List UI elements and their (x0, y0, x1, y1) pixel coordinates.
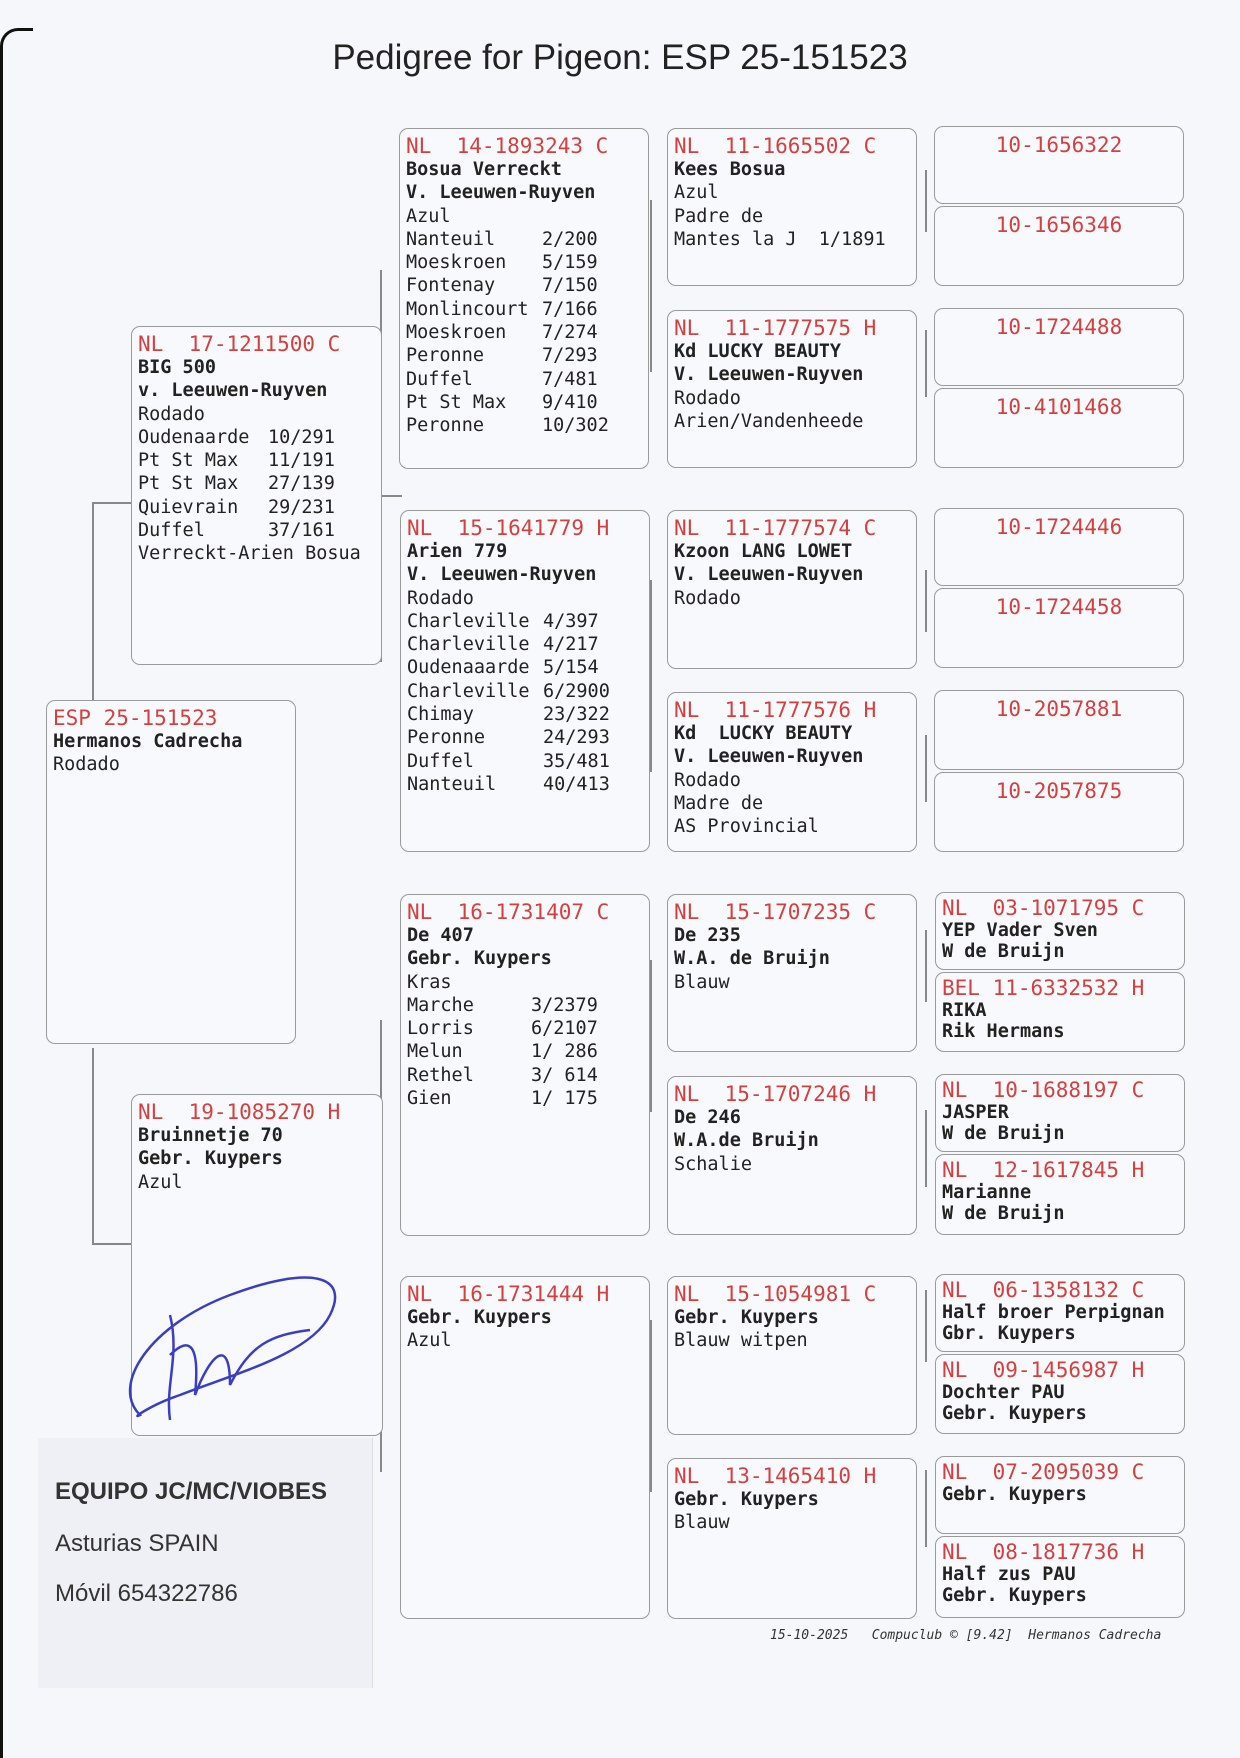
text-line: Arien/Vandenheede (674, 410, 864, 432)
result-row: Nanteuil 2/200 (406, 228, 598, 250)
ring-number: NL 09-1456987 H (942, 1358, 1145, 1382)
result-row: Peronne 7/293 (406, 345, 598, 367)
name: Bruinnetje 70 (138, 1125, 283, 1146)
text-line: AS Provincial (674, 816, 819, 838)
gen4-card[interactable] (934, 126, 1184, 204)
result-row: Lorris 6/2107 (407, 1018, 598, 1040)
result-row: Gien 1/ 175 (407, 1088, 598, 1110)
father-mother-card[interactable] (400, 510, 650, 852)
result-row: Duffel 37/161 (138, 520, 335, 542)
mother-mother-card[interactable] (400, 1276, 650, 1619)
ring-number: NL 12-1617845 H (942, 1158, 1145, 1182)
ring-number: 10-1656322 (995, 133, 1123, 157)
text-line: Blauw (674, 971, 730, 993)
text-line: Half broer Perpignan (942, 1302, 1165, 1323)
result-row: Oudenaarde 10/291 (138, 426, 335, 448)
note: Verreckt-Arien Bosua (138, 543, 361, 565)
gen3-card[interactable] (667, 128, 917, 286)
text-line: Dochter PAU (942, 1382, 1065, 1403)
text-line: W.A.de Bruijn (674, 1130, 819, 1152)
gen3-card[interactable] (667, 1076, 917, 1235)
result-row: Charleville 4/397 (407, 610, 599, 632)
text-line: W de Bruijn (942, 941, 1065, 962)
gen3-card[interactable] (667, 510, 917, 669)
gen4-card[interactable] (935, 1354, 1185, 1434)
result-row: Moeskroen 5/159 (406, 252, 598, 274)
owner-stamp (38, 1438, 373, 1688)
ring-number: 10-1724446 (995, 515, 1123, 539)
text-line: Gebr. Kuypers (942, 1484, 1087, 1505)
text-line: Kd LUCKY BEAUTY (674, 723, 853, 744)
gen3-card[interactable] (667, 310, 917, 468)
color: Azul (406, 205, 451, 227)
ring-number: NL 14-1893243 C (406, 134, 609, 158)
color: Rodado (138, 403, 205, 425)
ring-number: NL 11-1777574 C (674, 516, 877, 540)
ring-number: NL 06-1358132 C (942, 1278, 1145, 1302)
color: Azul (407, 1330, 452, 1352)
result-row: Melun 1/ 286 (407, 1041, 598, 1063)
owner: Hermanos Cadrecha (53, 731, 243, 752)
ring-number: NL 08-1817736 H (942, 1540, 1145, 1564)
subject-card[interactable] (46, 700, 296, 1044)
result-row: Pt St Max 27/139 (138, 473, 335, 495)
result-row: Fontenay 7/150 (406, 275, 598, 297)
text-line: De 246 (674, 1107, 741, 1128)
result-row: Peronne 10/302 (406, 415, 609, 437)
gen4-card[interactable] (935, 892, 1185, 970)
text-line: W de Bruijn (942, 1123, 1065, 1144)
gen4-card[interactable] (935, 1074, 1185, 1152)
text-line: V. Leeuwen-Ruyven (674, 746, 864, 768)
breeder: Gebr. Kuypers (407, 1307, 552, 1328)
ring-number: 10-1724458 (995, 595, 1123, 619)
ring-number: 10-2057881 (995, 697, 1123, 721)
ring-number: BEL 11-6332532 H (942, 976, 1145, 1000)
text-line: Kees Bosua (674, 159, 786, 180)
footer-credit: 15-10-2025 Compuclub © [9.42] Hermanos Cadrecha (770, 1628, 1162, 1643)
ring-number: NL 17-1211500 C (138, 332, 341, 356)
text-line: Schalie (674, 1153, 752, 1175)
breeder: V. Leeuwen-Ruyven (406, 182, 596, 204)
result-row: Monlincourt 7/166 (406, 298, 598, 320)
stamp-phone: Móvil 654322786 (55, 1580, 238, 1607)
ring-number: NL 11-1777575 H (674, 316, 877, 340)
text-line: Rik Hermans (942, 1021, 1065, 1042)
text-line: Gebr. Kuypers (942, 1585, 1087, 1606)
ring-number: ESP 25-151523 (53, 706, 218, 730)
color: Rodado (53, 754, 120, 776)
ring-number: NL 15-1707235 C (674, 900, 877, 924)
result-row: Moeskroen 7/274 (406, 322, 598, 344)
text-line: Mantes la J 1/1891 (674, 228, 886, 250)
text-line: Gebr. Kuypers (674, 1307, 819, 1328)
ring-number: 10-2057875 (995, 779, 1123, 803)
name: Bosua Verreckt (406, 159, 562, 180)
gen3-card[interactable] (667, 894, 917, 1052)
breeder: v. Leeuwen-Ruyven (138, 380, 328, 402)
result-row: Rethel 3/ 614 (407, 1064, 598, 1086)
gen4-card[interactable] (934, 508, 1184, 586)
result-row: Peronne 24/293 (407, 727, 610, 749)
gen4-card[interactable] (935, 1154, 1185, 1235)
page-title: Pedigree for Pigeon: ESP 25-151523 (332, 38, 908, 77)
text-line: Madre de (674, 792, 764, 814)
text-line: Rodado (674, 587, 741, 609)
gen3-card[interactable] (667, 1276, 917, 1435)
gen4-card[interactable] (934, 206, 1184, 286)
text-line: Padre de (674, 205, 764, 227)
ring-number: NL 03-1071795 C (942, 896, 1145, 920)
result-row: Nanteuil 40/413 (407, 773, 610, 795)
gen4-card[interactable] (934, 690, 1184, 770)
ring-number: NL 10-1688197 C (942, 1078, 1145, 1102)
gen4-card[interactable] (935, 972, 1185, 1052)
name: BIG 500 (138, 357, 216, 378)
ring-number: 10-1724488 (995, 315, 1123, 339)
color: Rodado (407, 587, 474, 609)
color: Kras (407, 971, 452, 993)
text-line: JASPER (942, 1102, 1009, 1123)
text-line: W de Bruijn (942, 1203, 1065, 1224)
text-line: YEP Vader Sven (942, 920, 1098, 941)
result-row: Quievrain 29/231 (138, 496, 335, 518)
name: Arien 779 (407, 541, 508, 562)
gen3-card[interactable] (667, 692, 917, 852)
text-line: Gebr. Kuypers (942, 1403, 1087, 1424)
result-row: Marche 3/2379 (407, 994, 598, 1016)
signature-scribble (110, 1235, 350, 1435)
text-line: De 235 (674, 925, 741, 946)
gen4-card[interactable] (934, 772, 1184, 852)
text-line: V. Leeuwen-Ruyven (674, 364, 864, 386)
text-line: Kd LUCKY BEAUTY (674, 341, 842, 362)
breeder: Gebr. Kuypers (407, 948, 552, 970)
gen4-card[interactable] (934, 308, 1184, 386)
text-line: V. Leeuwen-Ruyven (674, 564, 864, 586)
stamp-location: Asturias SPAIN (55, 1530, 219, 1557)
text-line: Azul (674, 182, 719, 204)
text-line: Gbr. Kuypers (942, 1323, 1076, 1344)
result-row: Charleville 4/217 (407, 634, 599, 656)
breeder: Gebr. Kuypers (138, 1148, 283, 1170)
result-row: Pt St Max 9/410 (406, 391, 598, 413)
text-line: Rodado (674, 769, 741, 791)
ring-number: NL 19-1085270 H (138, 1100, 341, 1124)
ring-number: NL 11-1777576 H (674, 698, 877, 722)
text-line: Blauw (674, 1512, 730, 1534)
stamp-team: EQUIPO JC/MC/VIOBES (55, 1478, 328, 1505)
ring-number: NL 16-1731444 H (407, 1282, 610, 1306)
gen4-card[interactable] (935, 1274, 1185, 1352)
ring-number: NL 07-2095039 C (942, 1460, 1145, 1484)
ring-number: 10-1656346 (995, 213, 1123, 237)
name: De 407 (407, 925, 474, 946)
gen3-card[interactable] (667, 1458, 917, 1619)
text-line: RIKA (942, 1000, 987, 1021)
result-row: Charleville 6/2900 (407, 680, 610, 702)
text-line: W.A. de Bruijn (674, 948, 830, 970)
text-line: Marianne (942, 1182, 1032, 1203)
breeder: V. Leeuwen-Ruyven (407, 564, 597, 586)
text-line: Rodado (674, 387, 741, 409)
text-line: Kzoon LANG LOWET (674, 541, 853, 562)
gen4-card[interactable] (935, 1456, 1185, 1534)
text-line: Blauw witpen (674, 1330, 808, 1352)
result-row: Duffel 7/481 (406, 368, 598, 390)
ring-number: 10-4101468 (995, 395, 1123, 419)
father-father-card[interactable] (399, 128, 649, 469)
ring-number: NL 13-1465410 H (674, 1464, 877, 1488)
page-edge (0, 28, 33, 1758)
result-row: Chimay 23/322 (407, 704, 610, 726)
result-row: Pt St Max 11/191 (138, 450, 335, 472)
gen4-card[interactable] (935, 1536, 1185, 1618)
ring-number: NL 11-1665502 C (674, 134, 877, 158)
text-line: Gebr. Kuypers (674, 1489, 819, 1510)
mother-father-card[interactable] (400, 894, 650, 1236)
result-row: Oudenaaarde 5/154 (407, 657, 599, 679)
result-row: Duffel 35/481 (407, 750, 610, 772)
text-line: Half zus PAU (942, 1564, 1076, 1585)
ring-number: NL 15-1641779 H (407, 516, 610, 540)
gen4-card[interactable] (934, 388, 1184, 468)
ring-number: NL 15-1054981 C (674, 1282, 877, 1306)
ring-number: NL 16-1731407 C (407, 900, 610, 924)
father-card[interactable] (131, 326, 382, 665)
color: Azul (138, 1171, 183, 1193)
gen4-card[interactable] (934, 588, 1184, 668)
ring-number: NL 15-1707246 H (674, 1082, 877, 1106)
